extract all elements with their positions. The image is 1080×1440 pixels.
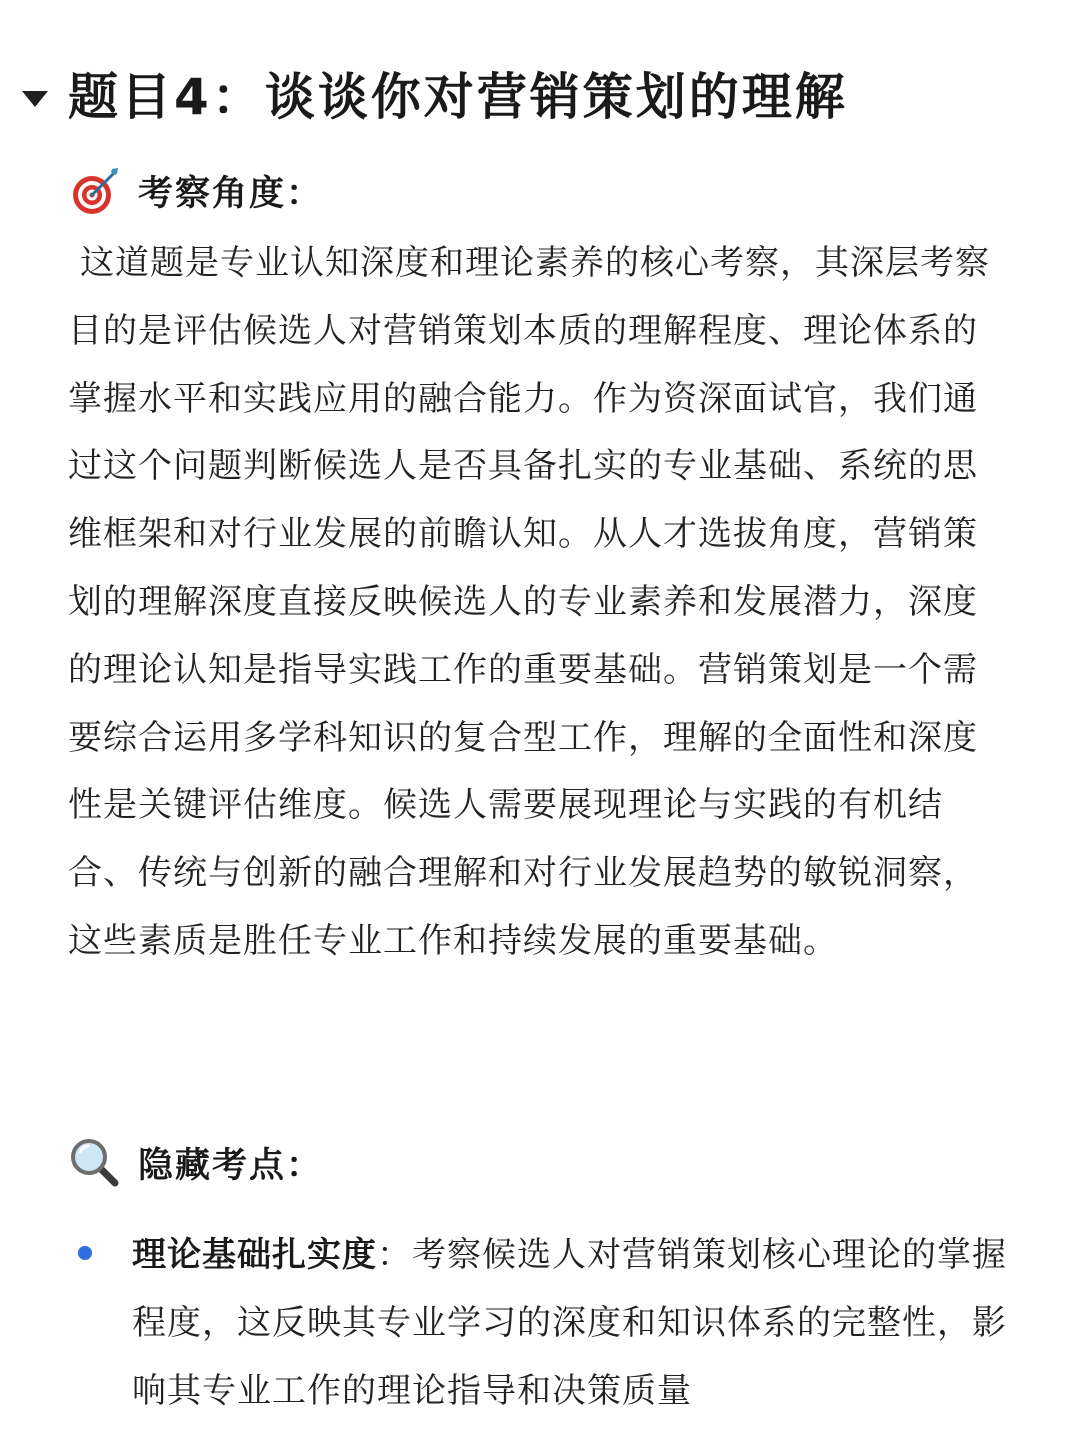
section-hidden-points bbox=[68, 1136, 323, 1190]
bullet-dot-icon bbox=[78, 1246, 92, 1260]
examine-paragraph: 这道题是专业认知深度和理论素养的核心考察，其深层考察目的是评估候选人对营销策划本质的理解程度、理论体系的掌握水平和实践应用的融合能力。作为资深面试官，我们通过这个问题判断候选人是否具备扎实的专业基础、系统的思维框架和对行业发展的前瞻认知。从人才选拔角度，营销策划的理解深度直接反映候选人的专业素养和发展潜力，深度的理论认知是指导实践工作的重要基础。营销策划是一个需要综合运用多学科知识的复合型工作，理解的全面性和深度性是关键评估维度。候选人需要展现理论与实践的有机结合、传统与创新的融合理解和对行业发展趋势的敏锐洞察，这些素质是胜任专业工作和持续发展的重要基础。 bbox=[68, 243, 990, 961]
target-dart-icon bbox=[68, 164, 122, 218]
section-examine-angle bbox=[68, 164, 323, 218]
collapse-toggle-icon[interactable] bbox=[22, 91, 48, 107]
magnifier-icon bbox=[68, 1136, 122, 1190]
section-hidden-label: 隐藏考点： bbox=[138, 1146, 324, 1186]
list-item bbox=[76, 1222, 1024, 1425]
section-examine-label: 考察角度： bbox=[138, 174, 324, 214]
question-heading bbox=[22, 62, 848, 132]
question-title: 题目4：谈谈你对营销策划的理解 bbox=[68, 68, 848, 126]
bullet-text: ：考察候选人对营销策划核心理论的掌握程度，这反映其专业学习的深度和知识体系的完整性，影响其专业工作的理论指导和决策质量 bbox=[132, 1235, 1007, 1411]
hidden-points-list bbox=[76, 1222, 1024, 1425]
bullet-term: 理论基础扎实度 bbox=[132, 1235, 377, 1275]
